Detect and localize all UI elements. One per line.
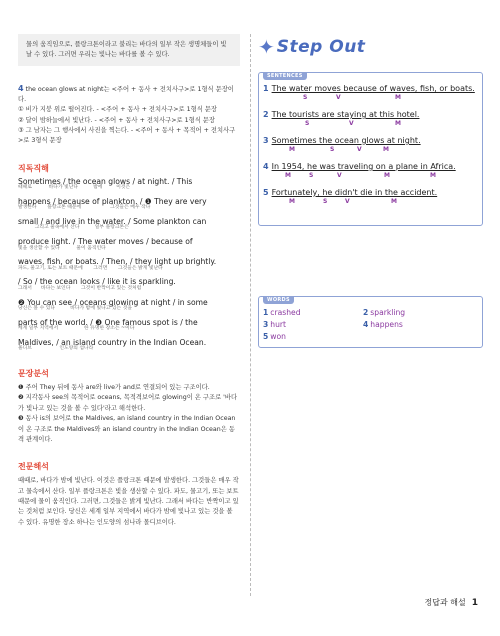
word-row — [263, 320, 476, 332]
sentence-number: 5 — [263, 188, 269, 197]
item-number: 4 — [18, 83, 24, 93]
footer-label: 정답과 해설 — [424, 598, 466, 607]
sentence-number: 3 — [263, 136, 269, 145]
grammar-tag: M — [289, 198, 295, 205]
word-answer — [263, 332, 363, 344]
analysis-line: ❷ 지각동사 see의 목적어로 oceans, 목적격보어로 glowing이 온 구조로 '바다가 빛나고 있는 것을 볼 수 있다'라고 해석한다. — [18, 394, 238, 412]
full-translation: 때때로, 바다가 밤에 빛난다. 이것은 플랑크톤 때문에 발생한다. 그것들은 매우 작고 물속에서 산다. 일부 플랑크톤은 빛을 생산할 수 있다. 파도, 물고기, 또는 보트 때문에 물이 움직인다. 그러면, 그것들은 밝게 빛난다. 그래서 바다는 반짝이고 있는 것처럼 보인다. 당신은 세계 일부 지역에서 바다가 밤에 빛나고 있는 것을 볼 수 있다. 유명한 장소 하나는 인도양의 섬나라 몰디브이다. — [18, 477, 239, 526]
word-answer — [363, 308, 463, 320]
word-number: 2 — [363, 308, 369, 317]
grammar-tag: V — [349, 120, 354, 127]
grammar-tag: V — [345, 198, 350, 205]
grammar-tag: V — [357, 146, 362, 153]
sentence-number: 4 — [263, 162, 269, 171]
sentences-label: SENTENCES — [263, 72, 307, 80]
grammar-tag: M — [285, 172, 291, 179]
item-line: ③ 그 남자는 그 행사에서 사진을 찍는다. - <주어 + 동사 + 목적어 + 전치사구>로 3형식 문장 — [18, 127, 236, 145]
grammar-tag: M — [383, 146, 389, 153]
sentence-number: 1 — [263, 84, 269, 93]
sentence-text: Fortunately, he didn't die in the accident. — [271, 188, 438, 197]
item-line: ② 달이 밤하늘에서 빛난다. - <주어 + 동사 + 전치사구>로 1형식 문장 — [18, 116, 215, 124]
word-row — [263, 332, 476, 344]
word-number: 1 — [263, 308, 269, 317]
words-box — [258, 296, 483, 348]
section-heading-translation: 전문해석 — [18, 462, 49, 472]
item-4 — [18, 82, 240, 147]
word-text: hurt — [270, 320, 287, 329]
grammar-tag: V — [337, 172, 342, 179]
english-line: happens / because of plankton. / ❶ They are very — [18, 196, 207, 206]
korean-gloss: 세계 일부 지역에서 한 유명한 장소는 ~이다 — [18, 326, 135, 332]
word-answer — [263, 320, 363, 332]
grammar-tag: S — [330, 146, 335, 153]
grammar-tag: S — [323, 198, 328, 205]
page-number: 1 — [471, 598, 478, 608]
sentence-text: In 1954, he was traveling on a plane in Africa. — [271, 162, 456, 171]
grammar-tag: M — [395, 120, 401, 127]
grammar-tag: S — [305, 120, 310, 127]
section-heading-analysis: 문장분석 — [18, 369, 49, 379]
word-text: crashed — [270, 308, 301, 317]
sentence-5 — [263, 188, 476, 214]
direct-translation — [18, 178, 240, 352]
english-line: parts of the world. / ❸ One famous spot is / the — [18, 317, 198, 327]
korean-gloss: 그래서 바다는 보인다 그것이 반짝이고 있는 것처럼 — [18, 285, 142, 291]
sentence-1 — [263, 84, 476, 110]
english-line: / So / the ocean looks / like it is sparkling. — [18, 277, 176, 287]
sentence-text: Sometimes the ocean glows at night. — [271, 136, 421, 145]
answer-column — [18, 34, 240, 528]
step-out-logo — [258, 30, 483, 64]
english-line: produce light. / The water moves / because of — [18, 237, 193, 247]
word-text: happens — [370, 320, 403, 329]
item-line: ① 비가 지붕 위로 떨어진다. - <주어 + 동사 + 전치사구>로 1형식 문장 — [18, 106, 217, 114]
word-answer — [263, 308, 363, 320]
korean-gloss: 파도, 물고기, 또는 보트 때문에 그러면 그것들은 밝게 빛난다 — [18, 265, 163, 271]
korean-gloss: 당신은 볼 수 있다 바다가 밤에 빛나고 있는 것을 — [18, 305, 132, 311]
english-line: waves, fish, or boats. / Then, / they light up brightly. — [18, 257, 217, 267]
english-line: small / and live in the water. / Some plankton can — [18, 217, 207, 227]
grammar-tag: S — [303, 94, 308, 101]
grammar-tag: V — [336, 94, 341, 101]
word-number: 3 — [263, 320, 269, 329]
word-list — [263, 308, 476, 344]
grammar-tag: M — [391, 198, 397, 205]
column-divider — [250, 34, 251, 596]
item-line: the ocean glows at night는 <주어 + 동사 + 전치사구>로 1형식 문장이다. — [18, 85, 234, 103]
sentence-text: The tourists are staying at this hotel. — [271, 110, 420, 119]
korean-gloss: 발생한다 플랑크톤 때문에 그것들은 매우 작다 — [18, 205, 151, 211]
word-row — [263, 308, 476, 320]
grammar-tag: M — [384, 172, 390, 179]
sentence-list — [263, 84, 476, 214]
korean-gloss: 몰디브 인도양의 섬나라 — [18, 346, 94, 352]
step-out-column — [258, 30, 483, 348]
english-line: Sometimes / the ocean glows / at night. / This — [18, 176, 193, 186]
sentence-3 — [263, 136, 476, 162]
word-text: won — [270, 332, 286, 341]
word-number: 4 — [363, 320, 369, 329]
word-answer — [363, 320, 463, 332]
korean-gloss: 빛을 생산할 수 있다 물이 움직인다 — [18, 245, 106, 251]
sentence-text: The water moves because of waves, fish, or boats. — [271, 84, 475, 93]
analysis-line: ❸ 동사 is의 보어로 the Maldives, an island country in the Indian Ocean이 온 구조로 the Maldives와 an island country in the Indian Ocean은 동격 관계이다. — [18, 415, 236, 443]
grammar-tag: M — [289, 146, 295, 153]
english-line: ❷ You can see / oceans glowing at night / in some — [18, 297, 208, 307]
english-line: Maldives, / an island country in the Indian Ocean. — [18, 337, 207, 347]
korean-gloss: 때때로 바다가 빛난다 밤에 이것은 — [18, 185, 131, 191]
grammar-tag: M — [395, 94, 401, 101]
words-label: WORDS — [263, 296, 294, 304]
logo-title: Step Out — [276, 37, 366, 57]
analysis-line: ❶ 주어 They 뒤에 동사 are와 live가 and로 연결되어 있는 구조이다. — [18, 384, 210, 392]
sparkle-star-icon: ✦ — [258, 35, 275, 59]
grammar-tag: S — [309, 172, 314, 179]
section-heading-direct: 직독직해 — [18, 163, 49, 173]
sentence-2 — [263, 110, 476, 136]
sentences-box — [258, 72, 483, 226]
word-number: 5 — [263, 332, 269, 341]
page-footer — [425, 597, 478, 608]
korean-gloss: 그리고 물속에서 산다 일부 플랑크톤은 — [18, 225, 129, 231]
word-text: sparkling — [370, 308, 406, 317]
grammar-tag: M — [430, 172, 436, 179]
sentence-number: 2 — [263, 110, 269, 119]
translation-box: 물의 움직임으로, 플랑크톤이라고 불리는 바다의 일부 작은 생명체들이 빛날 수 있다. 그러면 우리는 빛나는 바다를 볼 수 있다. — [18, 34, 240, 66]
sentence-4 — [263, 162, 476, 188]
